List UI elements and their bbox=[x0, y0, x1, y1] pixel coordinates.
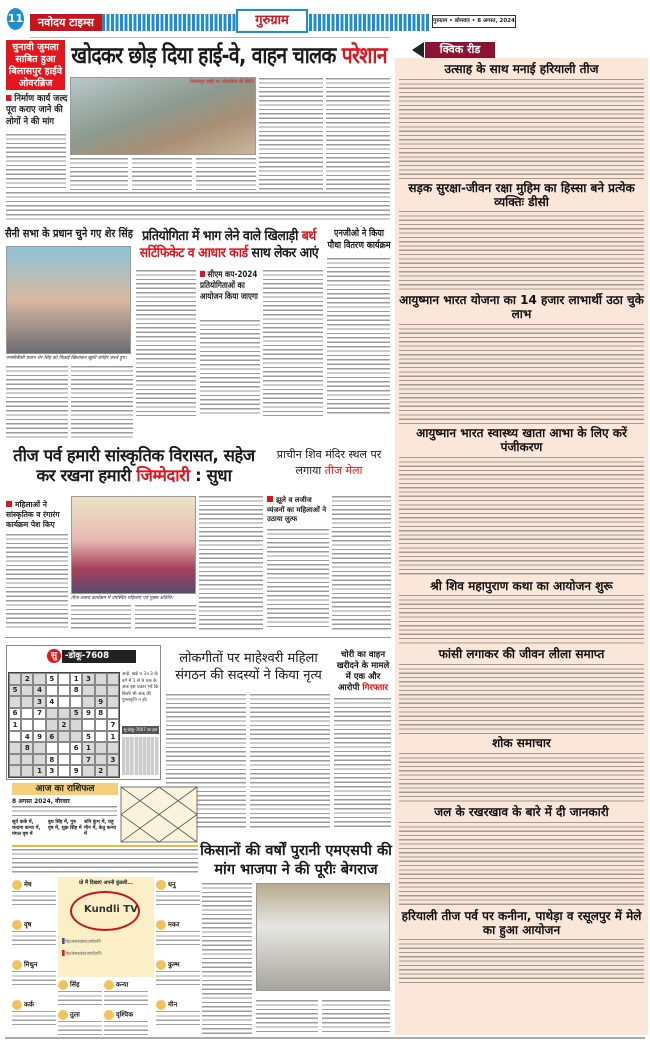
teej-headline-red: जिम्मेदारी bbox=[136, 466, 190, 485]
youtube-icon bbox=[62, 950, 65, 956]
sign-name: मेष bbox=[24, 880, 32, 889]
sudoku-cell bbox=[70, 696, 82, 708]
teej-caption: तीज उत्सव कार्यक्रम में उपस्थित महिलाएं एवं मुख्य अतिथि। bbox=[71, 596, 174, 601]
ngo-headline: एनजीओ ने किया पौधा वितरण कार्यक्रम bbox=[327, 228, 391, 251]
quick-read-panel bbox=[395, 58, 648, 1035]
lead-headline bbox=[68, 44, 390, 69]
sudoku-badge: सु bbox=[47, 649, 61, 663]
lokgeet-headline: लोकगीतों पर माहेश्वरी महिला संगठन की सदस्यों ने किया नृत्य bbox=[175, 651, 322, 683]
sports-headline bbox=[136, 228, 322, 262]
sudoku-answer-label: सु-डोकू-7607 का हल bbox=[123, 727, 158, 732]
teej-text bbox=[71, 605, 131, 630]
quick-read-headline: श्री शिव महापुराण कथा का आयोजन शुरू bbox=[430, 578, 613, 593]
sudoku-cell bbox=[58, 685, 70, 697]
quick-read-item bbox=[395, 910, 648, 985]
zodiac-icon bbox=[58, 980, 68, 990]
sudoku-cell bbox=[21, 708, 33, 720]
divider bbox=[5, 637, 391, 638]
teej-subhead bbox=[6, 500, 68, 530]
planet-position: सूर्य कर्क में, चन्द्रमा कन्या में, मंगल वृष में bbox=[12, 820, 41, 837]
zodiac-icon bbox=[12, 880, 22, 890]
sign-name: तुला bbox=[70, 1010, 80, 1019]
sudoku-cell: 8 bbox=[95, 708, 107, 720]
sudoku-cell: 2 bbox=[58, 719, 70, 731]
chori-headline-red: गिरफ्तार bbox=[362, 683, 388, 693]
lead-text bbox=[326, 78, 390, 190]
kundli-brand: Kundli TV bbox=[84, 904, 138, 915]
sports-text bbox=[263, 270, 323, 416]
sudoku-cell: 8 bbox=[70, 685, 82, 697]
chori-text bbox=[334, 698, 391, 830]
sudoku-cell: 6 bbox=[9, 708, 21, 720]
lead-kicker: चुनावी जुमला साबित हुआ बिलासपुर हाईवे ओवरब्रिज bbox=[6, 40, 65, 90]
sudoku-cell bbox=[33, 719, 45, 731]
horoscope-sign bbox=[12, 880, 56, 908]
sign-name: धनु bbox=[168, 880, 176, 889]
sudoku-cell bbox=[46, 742, 58, 754]
sudoku-cell: 3 bbox=[107, 754, 119, 766]
sign-text bbox=[12, 931, 56, 947]
sign-name: वृष bbox=[24, 920, 32, 929]
sudoku-cell: 3 bbox=[82, 673, 94, 685]
sudoku-cell: 1 bbox=[70, 673, 82, 685]
facebook-url: https://www.facebook.com/KundliTv bbox=[65, 939, 101, 945]
sudoku-cell bbox=[70, 731, 82, 743]
sudoku-cell bbox=[70, 754, 82, 766]
youtube-link[interactable] bbox=[62, 950, 152, 958]
sudoku-cell: 5 bbox=[70, 708, 82, 720]
sudoku-cell: 5 bbox=[9, 685, 21, 697]
sudoku-cell bbox=[95, 673, 107, 685]
quick-read-item bbox=[395, 182, 648, 292]
shiv-subhead bbox=[267, 496, 329, 525]
sign-name: कुम्भ bbox=[168, 960, 180, 969]
quick-read-headline: उत्साह के साथ मनाई हरियाली तीज bbox=[444, 62, 599, 76]
sudoku-grid bbox=[8, 672, 120, 778]
sudoku-cell: 4 bbox=[21, 731, 33, 743]
quick-read-text bbox=[399, 79, 644, 179]
quick-read-arrow bbox=[412, 42, 424, 58]
sudoku-cell bbox=[33, 754, 45, 766]
quick-read-headline: फांसी लगाकर की जीवन लीला समाप्त bbox=[438, 647, 605, 662]
lead-photo bbox=[70, 77, 256, 155]
quick-read-item bbox=[395, 427, 648, 577]
sudoku-cell bbox=[33, 673, 45, 685]
facebook-link[interactable] bbox=[62, 938, 152, 946]
lead-headline-red: परेशान bbox=[341, 43, 387, 69]
sudoku-cell: 3 bbox=[46, 765, 58, 777]
lead-text bbox=[196, 158, 256, 190]
sudoku-cell bbox=[95, 754, 107, 766]
sudoku-cell bbox=[70, 719, 82, 731]
lead-text bbox=[132, 158, 192, 190]
horoscope-sign bbox=[156, 880, 200, 908]
chori-headline bbox=[334, 650, 392, 694]
shiv-text bbox=[332, 496, 391, 630]
sudoku-cell bbox=[46, 685, 58, 697]
quick-read-text bbox=[399, 939, 644, 984]
sudoku-cell bbox=[107, 685, 119, 697]
quick-read-text bbox=[399, 211, 644, 291]
teej-text bbox=[6, 534, 68, 630]
sign-text bbox=[12, 1011, 56, 1027]
sudoku-cell bbox=[82, 685, 94, 697]
sign-text bbox=[12, 971, 56, 987]
horoscope-sign bbox=[58, 1010, 102, 1038]
sudoku-cell: 7 bbox=[33, 708, 45, 720]
saini-headline: सैनी सभा के प्रधान चुने गए शेर सिंह bbox=[5, 227, 133, 240]
quick-read-text bbox=[399, 595, 644, 645]
lead-text bbox=[259, 78, 323, 190]
sudoku-cell: 6 bbox=[46, 731, 58, 743]
sudoku-cell bbox=[9, 696, 21, 708]
sudoku-cell: 8 bbox=[21, 742, 33, 754]
shiv-subhead-text: झूले व लजीज व्यंजनों का महिलाओं ने उठाया लुत्फ bbox=[267, 496, 327, 523]
sudoku-cell bbox=[33, 742, 45, 754]
zodiac-icon bbox=[58, 1010, 68, 1020]
sudoku-cell: 3 bbox=[33, 696, 45, 708]
sign-name: कर्क bbox=[24, 1000, 34, 1009]
quick-read-item bbox=[395, 63, 648, 179]
dateline: गुरुग्राम • सोमवार • 8 अगस्त, 2024 bbox=[432, 15, 516, 28]
kisan-text bbox=[256, 1000, 318, 1034]
sign-text bbox=[104, 991, 148, 1007]
sudoku-cell: 9 bbox=[95, 696, 107, 708]
sudoku-cell bbox=[9, 673, 21, 685]
sudoku-cell: 5 bbox=[82, 731, 94, 743]
teej-headline-text: तीज पर्व हमारी सांस्कृतिक विरासत, सहेज कर रखना हमारी bbox=[13, 446, 255, 485]
teej-headline bbox=[5, 446, 263, 486]
sudoku-cell: 1 bbox=[9, 719, 21, 731]
lead-headline-text: खोदकर छोड़ दिया हाई-वे, वाहन चालक bbox=[71, 43, 336, 69]
sudoku-cell bbox=[95, 742, 107, 754]
shiv-headline-text: प्राचीन शिव मंदिर स्थल पर लगाया bbox=[276, 448, 382, 477]
sudoku-cell bbox=[21, 719, 33, 731]
page-number: 11 bbox=[7, 8, 24, 30]
quick-read-text bbox=[399, 664, 644, 734]
rashifal-title: आज का राशिफल bbox=[12, 783, 118, 795]
teej-headline-end: : सुधा bbox=[195, 466, 232, 485]
zodiac-icon bbox=[12, 960, 22, 970]
quick-read-item bbox=[395, 580, 648, 646]
sign-name: मिथुन bbox=[24, 960, 38, 969]
sudoku-cell bbox=[21, 754, 33, 766]
sudoku-cell bbox=[95, 685, 107, 697]
facebook-icon bbox=[62, 938, 65, 944]
sudoku-cell: 4 bbox=[33, 685, 45, 697]
horoscope-sign bbox=[12, 920, 56, 948]
section-label: गुरुग्राम bbox=[236, 9, 308, 33]
sudoku-cell bbox=[21, 685, 33, 697]
sudoku-cell bbox=[107, 765, 119, 777]
sudoku-cell bbox=[58, 696, 70, 708]
rashifal-text bbox=[12, 849, 198, 873]
paper-name: नवोदय टाइम्स bbox=[30, 14, 102, 31]
zodiac-icon bbox=[104, 980, 114, 990]
chori-headline-text: चोरी का वाहन खरीदने के मामले में एक और आरोपी bbox=[336, 650, 390, 693]
sudoku-cell bbox=[46, 708, 58, 720]
sudoku-cell: 2 bbox=[95, 765, 107, 777]
saini-photo bbox=[6, 246, 131, 354]
kundli-chart bbox=[120, 786, 198, 843]
saini-text bbox=[6, 366, 68, 440]
lead-text bbox=[70, 158, 128, 190]
shiv-headline-red: तीज मेला bbox=[324, 464, 363, 477]
zodiac-icon bbox=[156, 880, 166, 890]
lokgeet-text bbox=[250, 694, 330, 830]
masthead bbox=[0, 0, 650, 40]
zodiac-icon bbox=[104, 1010, 114, 1020]
page-bottom-rule bbox=[5, 1037, 645, 1039]
sudoku-cell bbox=[21, 696, 33, 708]
ngo-text bbox=[327, 258, 390, 416]
horoscope-sign bbox=[156, 960, 200, 988]
quick-read-text bbox=[399, 822, 644, 907]
quick-read-text bbox=[399, 324, 644, 424]
horoscope-sign bbox=[12, 960, 56, 988]
sudoku-cell: 8 bbox=[46, 754, 58, 766]
sudoku-cell bbox=[58, 673, 70, 685]
sign-name: मीन bbox=[168, 1000, 178, 1009]
kisan-text bbox=[202, 883, 252, 1034]
sports-text bbox=[200, 320, 260, 416]
planet-position: बुध सिंह में, गुरु वृष में, शुक्र सिंह में bbox=[48, 820, 82, 831]
horoscope-sign bbox=[104, 980, 148, 1008]
sign-name: कन्या bbox=[116, 980, 129, 989]
sports-headline-part1: प्रतियोगिता में भाग लेने वाले खिलाड़ी bbox=[142, 228, 298, 244]
sports-headline-part2: साथ लेकर आएं bbox=[251, 245, 319, 261]
sudoku-cell bbox=[58, 708, 70, 720]
kisan-headline: किसानों की वर्षों पुरानी एमएसपी की मांग भाजपा ने की पूरीः बेगराज bbox=[200, 843, 392, 878]
quick-read-text bbox=[399, 457, 644, 577]
sudoku-cell bbox=[58, 731, 70, 743]
quick-read-headline: आयुष्मान भारत योजना का 14 हजार लाभार्थी उठा चुके लाभ bbox=[399, 293, 644, 322]
zodiac-icon bbox=[156, 1000, 166, 1010]
sudoku-cell: 6 bbox=[70, 742, 82, 754]
quick-read-headline: शोक समाचार bbox=[492, 736, 551, 751]
teej-text bbox=[199, 496, 263, 630]
quick-read-item bbox=[395, 294, 648, 424]
sudoku-cell: 9 bbox=[82, 708, 94, 720]
sudoku-cell bbox=[21, 765, 33, 777]
horoscope-sign bbox=[156, 920, 200, 948]
sudoku-instructions: आड़े, खड़े व 3×3 के वर्ग में 1 से 9 तक के अंक इस प्रकार भरें कि किसी भी अंक की पुनरावृत्ति न हो। bbox=[122, 672, 159, 703]
sudoku-cell bbox=[46, 719, 58, 731]
lead-subhead bbox=[6, 94, 68, 128]
horoscope-sign bbox=[104, 1010, 148, 1038]
quick-read-item bbox=[395, 806, 648, 907]
horoscope-sign bbox=[156, 1000, 200, 1028]
sudoku-cell bbox=[82, 765, 94, 777]
sudoku-cell bbox=[107, 696, 119, 708]
quick-read-item bbox=[395, 737, 648, 803]
sudoku-cell bbox=[9, 754, 21, 766]
quick-read-list bbox=[395, 58, 648, 984]
sudoku-cell bbox=[9, 731, 21, 743]
sudoku-cell bbox=[58, 742, 70, 754]
shiv-text bbox=[267, 529, 329, 630]
sudoku-cell: 2 bbox=[21, 673, 33, 685]
horoscope-sign bbox=[12, 1000, 56, 1028]
sudoku-cell bbox=[82, 719, 94, 731]
sign-text bbox=[156, 1011, 200, 1027]
sudoku-cell: 1 bbox=[33, 765, 45, 777]
kundli-ad-text: प्रो मैं दिखाएं अपनी कुंडली... bbox=[79, 880, 133, 886]
header-rule bbox=[30, 37, 390, 38]
sudoku-cell: 4 bbox=[46, 696, 58, 708]
horoscope-sign bbox=[58, 980, 102, 1008]
sudoku-cell: 9 bbox=[33, 731, 45, 743]
quick-read-text bbox=[399, 753, 644, 803]
zodiac-icon bbox=[12, 920, 22, 930]
teej-subhead-text: महिलाओं ने सांस्कृतिक व रंगारंग कार्यक्रम पेश किए bbox=[6, 500, 60, 529]
lead-photo-caption: बिलासपुर हाईवे पर ओवरब्रिज की स्थिति bbox=[190, 79, 254, 85]
saini-text bbox=[71, 366, 133, 440]
sudoku-cell: 1 bbox=[107, 731, 119, 743]
quick-read-headline: सड़क सुरक्षा-जीवन रक्षा मुहिम का हिस्सा बने प्रत्येक व्यक्तिः डीसी bbox=[408, 180, 635, 209]
sign-text bbox=[58, 991, 102, 1007]
lead-subhead-text: निर्माण कार्य जल्द पूरा कराए जाने की लोगों ने की मांग bbox=[6, 94, 68, 127]
sign-text bbox=[58, 1021, 102, 1037]
sudoku-cell: 9 bbox=[70, 765, 82, 777]
kisan-text bbox=[322, 1000, 390, 1034]
quick-read-headline: आयुष्मान भारत स्वास्थ्य खाता आभा के लिए करें पंजीकरण bbox=[416, 425, 627, 454]
zodiac-icon bbox=[156, 960, 166, 970]
sign-text bbox=[156, 971, 200, 987]
sudoku-cell bbox=[95, 719, 107, 731]
sudoku-cell bbox=[107, 742, 119, 754]
sudoku-cell: 1 bbox=[82, 742, 94, 754]
sign-text bbox=[156, 891, 200, 907]
youtube-url: https://www.youtube.com/c/KundliTv bbox=[65, 951, 102, 957]
zodiac-icon bbox=[156, 920, 166, 930]
sign-name: सिंह bbox=[70, 980, 80, 989]
lead-text bbox=[6, 192, 390, 220]
sports-box-title bbox=[200, 270, 260, 303]
rashifal-intro bbox=[12, 806, 117, 818]
sudoku-cell bbox=[58, 754, 70, 766]
teej-text bbox=[135, 605, 196, 630]
kisan-photo bbox=[256, 883, 390, 991]
sign-text bbox=[156, 931, 200, 947]
quick-read-item bbox=[395, 648, 648, 734]
lead-text bbox=[6, 134, 66, 190]
sudoku-cell: 7 bbox=[82, 754, 94, 766]
sports-box-title-text: सीएम कप-2024 प्रतियोगिताओं का आयोजन किया जाएगा bbox=[200, 270, 258, 302]
sudoku-cell bbox=[107, 708, 119, 720]
saini-caption: एमसीबीसी प्रधान शेर सिंह को मिठाई खिलाकर खुशी जाहिर करते हुए। bbox=[6, 356, 127, 361]
planet-position: शनि कुंभ में, राहु मीन में, केतु कन्या में bbox=[84, 820, 117, 837]
sudoku-cell: 5 bbox=[46, 673, 58, 685]
sudoku-cell bbox=[9, 742, 21, 754]
teej-photo bbox=[71, 496, 196, 594]
sign-name: मकर bbox=[168, 920, 180, 929]
quick-read-headline: हरियाली तीज पर्व पर कनीना, पाथेड़ा व रसूलपुर में मेले का हुआ आयोजन bbox=[401, 908, 642, 937]
sports-headline-red: बर्थ सर्टिफिकेट व आधार कार्ड bbox=[139, 228, 316, 261]
sign-text bbox=[104, 1021, 148, 1037]
sign-name: वृश्चिक bbox=[116, 1010, 134, 1019]
sports-text bbox=[136, 270, 196, 416]
sudoku-answer-grid bbox=[122, 737, 159, 775]
sudoku-title: -डोकू-7608 bbox=[62, 650, 136, 663]
sudoku-cell bbox=[95, 731, 107, 743]
sudoku-cell bbox=[82, 696, 94, 708]
sudoku-cell bbox=[58, 765, 70, 777]
sudoku-cell: 7 bbox=[107, 719, 119, 731]
rashifal-date: 8 अगस्त 2024, वीरवार bbox=[12, 798, 70, 805]
quick-read-label: क्विक रीड bbox=[425, 42, 495, 58]
quick-read-headline: जल के रखरखाव के बारे में दी जानकारी bbox=[434, 804, 609, 819]
rashifal-rule bbox=[12, 845, 198, 847]
zodiac-icon bbox=[12, 1000, 22, 1010]
sign-text bbox=[12, 891, 56, 907]
shiv-headline bbox=[267, 447, 391, 479]
sudoku-cell bbox=[9, 765, 21, 777]
sudoku-cell bbox=[107, 673, 119, 685]
